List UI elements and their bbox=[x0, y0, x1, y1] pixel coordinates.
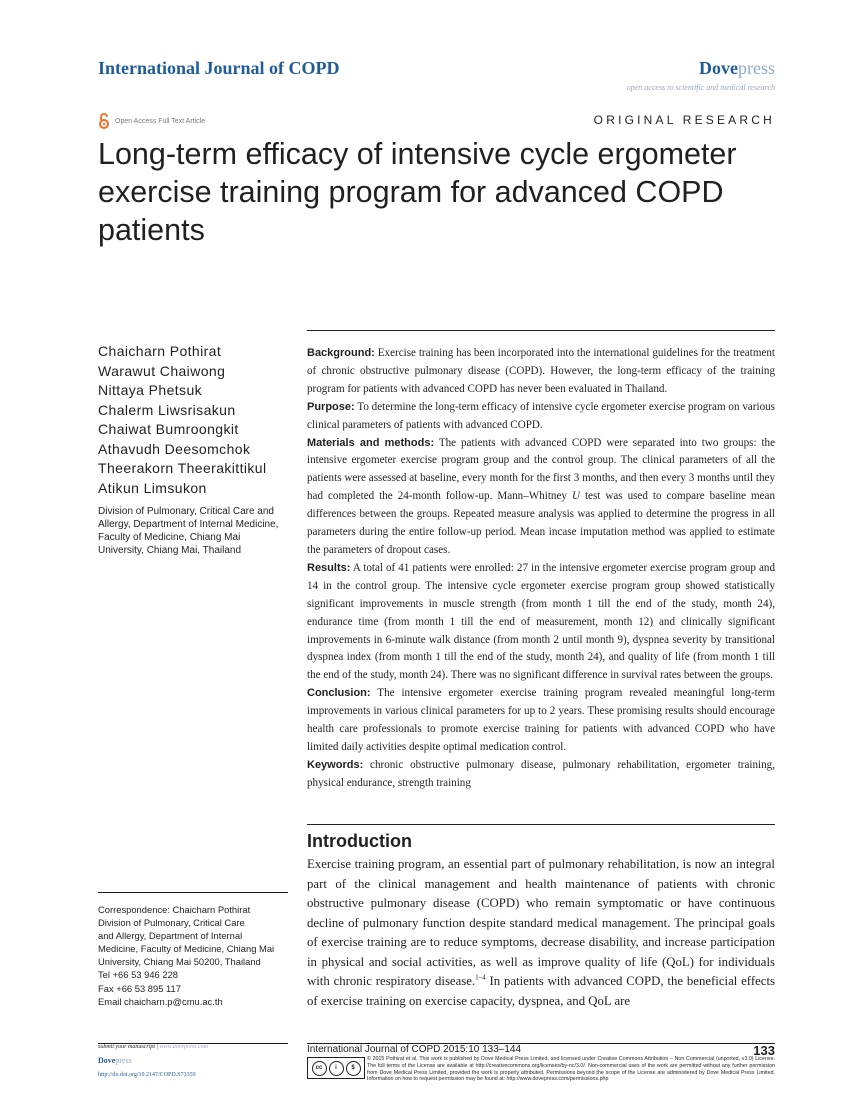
footer-logo-part1: Dove bbox=[98, 1056, 116, 1065]
footer-publisher-logo[interactable] bbox=[98, 1056, 132, 1065]
abstract-purpose bbox=[307, 399, 775, 435]
abstract-methods-label: Materials and methods: bbox=[307, 436, 435, 449]
submit-manuscript-label: submit your manuscript bbox=[98, 1044, 155, 1050]
license-text: © 2015 Pothirat et al. This work is published by Dove Medical Press Limited, and licensed under Creative Commons Attribution – Non Commercial (unported, v3.0) License. The full terms of the License are available at http://creativecommons.org/licenses/by-nc/3.0/. Non-commercial uses of the work are permitted without any further permission from Dove Medical Press Limited, provided the work is properly attributed. Permissions beyond the scope of the License are administered by Dove Medical Press Limited. Information on how to request permission may be found at: http://www.dovepress.com/permissions.php bbox=[367, 1056, 775, 1083]
publisher-logo[interactable] bbox=[699, 58, 775, 79]
correspondence-line: Fax +66 53 895 117 bbox=[98, 982, 181, 994]
author-name: Chalerm Liwsrisakun bbox=[98, 401, 236, 418]
abstract-background-label: Background: bbox=[307, 347, 375, 359]
cc-icon: cc bbox=[312, 1061, 327, 1076]
correspondence-email[interactable]: Email chaicharn.p@cmu.ac.th bbox=[98, 995, 223, 1007]
introduction-paragraph: Exercise training program, an essential part of pulmonary rehabilitation, is now an integral part of the clinical management and health maintenance of patients with chronic obstructive pulmonary disease (COPD) who remain symptomatic or have continuous decline of pulmonary function despite standard medical management. The principal goals of exercise training are to reduce symptoms, decrease disability, and increase participation in physical and social activities, as well as improve quality of life (QoL) for individuals with chronic respiratory disease. bbox=[307, 857, 775, 988]
article-title: Long-term efficacy of intensive cycle ergometer exercise training program for advanced COPD patients bbox=[98, 137, 737, 247]
author-name: Atikun Limsukon bbox=[98, 479, 207, 496]
correspondence-line: and Allergy, Department of Internal bbox=[98, 930, 243, 942]
author-affiliation: Division of Pulmonary, Critical Care and Allergy, Department of Internal Medicine, Faculty of Medicine, Chiang Mai University, Chiang Mai, Thailand bbox=[98, 506, 279, 556]
abstract-results-text: A total of 41 patients were enrolled: 27 in the intensive ergometer exercise program group and 14 in the control group. The intensive cycle ergometer exercise program group showed statistically significant improvements in muscle strength (from month 1 till the end of the study, month 24), endurance time (from month 1 till the end of measurement, month 12) and clinically significant improvements in 6-minute walk distance (from month 2 until month 9), dyspnea severity by transitional dyspnea index (from month 1 till the end of the study, month 24), and quality of life (from month 1 till the end of the study, month 24). There was no significant difference in survival rates between the groups. bbox=[307, 561, 776, 682]
by-icon: i bbox=[329, 1061, 344, 1076]
correspondence-block bbox=[98, 903, 298, 1008]
introduction-top-rule bbox=[307, 824, 775, 825]
correspondence-line: University, Chiang Mai 50200, Thailand bbox=[98, 956, 261, 968]
author-name: Warawut Chaiwong bbox=[98, 362, 226, 379]
abstract-results-label: Results: bbox=[307, 561, 351, 574]
abstract-purpose-label: Purpose: bbox=[307, 400, 355, 413]
open-access-lock-icon bbox=[98, 113, 110, 129]
introduction-heading: Introduction bbox=[307, 831, 412, 851]
open-access-label bbox=[98, 113, 205, 129]
abstract-keywords-text: chronic obstructive pulmonary disease, pulmonary rehabilitation, ergometer training, physical endurance, strength training bbox=[307, 758, 776, 789]
abstract-purpose-text: To determine the long-term efficacy of intensive cycle ergometer exercise program on various clinical parameters of patients with advanced COPD. bbox=[307, 400, 775, 431]
introduction-paragraph-cont: In patients with advanced COPD, the beneficial effects of exercise training on exercise capacity, dyspnea, and QoL are bbox=[307, 974, 775, 1008]
abstract-conclusion bbox=[307, 685, 775, 757]
reference-superscript[interactable]: 1–4 bbox=[475, 973, 486, 982]
author-name: Theerakorn Theerakittikul bbox=[98, 460, 267, 476]
abstract-top-rule bbox=[307, 330, 775, 331]
correspondence-line: Tel +66 53 946 228 bbox=[98, 969, 179, 981]
creative-commons-badge[interactable] bbox=[307, 1057, 365, 1079]
open-access-text: Open Access Full Text Article bbox=[115, 117, 206, 125]
nc-icon: $ bbox=[346, 1061, 361, 1076]
abstract-methods-u: U bbox=[571, 490, 580, 503]
article-type: ORIGINAL RESEARCH bbox=[593, 113, 775, 127]
journal-name: International Journal of COPD bbox=[98, 58, 340, 78]
abstract-conclusion-text: The intensive ergometer exercise training program revealed meaningful long-term improvements in various clinical parameters for up to 2 years. These promising results should encourage health care professionals to promote exercise training for patients with advanced COPD who have limited daily activities despite optimal medication control. bbox=[307, 687, 776, 753]
abstract-methods-text: The patients with advanced COPD were separated into two groups: the intensive ergometer exercise program group and the control group. The clinical parameters of all the patients were assessed at baseline, every month for the first 3 months, and then every 3 months until they had completed the 24-month follow-up. Mann–Whitney bbox=[307, 436, 776, 503]
abstract-keywords-label: Keywords: bbox=[307, 758, 364, 771]
submit-manuscript-url[interactable]: www.dovepress.com bbox=[159, 1044, 208, 1050]
correspondence-line: Correspondence: Chaicharn Pothirat bbox=[98, 904, 251, 915]
citation: International Journal of COPD 2015:10 133–144 bbox=[307, 1044, 522, 1055]
doi-link[interactable]: http://dx.doi.org/10.2147/COPD.S73359 bbox=[98, 1072, 196, 1078]
publisher-tagline: open access to scientific and medical research bbox=[626, 83, 775, 92]
correspondence-rule bbox=[98, 892, 288, 893]
abstract-conclusion-label: Conclusion: bbox=[307, 687, 371, 700]
abstract bbox=[307, 345, 775, 793]
author-name: Athavudh Deesomchok bbox=[98, 440, 251, 457]
page-number: 133 bbox=[753, 1043, 775, 1058]
correspondence-line: Medicine, Faculty of Medicine, Chiang Mai bbox=[98, 943, 275, 955]
submit-manuscript-line[interactable]: submit your manuscript | www.dovepress.com bbox=[98, 1044, 208, 1050]
abstract-methods bbox=[307, 435, 775, 560]
publisher-logo-part1: Dove bbox=[699, 58, 738, 78]
introduction-text bbox=[307, 855, 775, 1011]
correspondence-line: Division of Pulmonary, Critical Care bbox=[98, 917, 245, 929]
author-list bbox=[98, 342, 266, 498]
abstract-background bbox=[307, 345, 775, 399]
footer-logo-part2: press bbox=[115, 1056, 132, 1065]
publisher-logo-part2: press bbox=[738, 58, 775, 78]
abstract-background-text: Exercise training has been incorporated into the international guidelines for the treatment of chronic obstructive pulmonary disease (COPD). However, the long-term efficacy of the training program for patients with advanced COPD has never been evaluated in Thailand. bbox=[307, 347, 775, 395]
abstract-results bbox=[307, 560, 775, 685]
author-name: Chaiwat Bumroongkit bbox=[98, 421, 239, 437]
author-name: Chaicharn Pothirat bbox=[98, 343, 222, 359]
abstract-keywords bbox=[307, 757, 775, 793]
author-name: Nittaya Phetsuk bbox=[98, 382, 203, 398]
abstract-methods-text-2: test was used to compare baseline mean differences between the groups. Repeated measure analysis was applied to determine the progress in all parameters during the entire follow-up period. Mean incase imputation method was applied to estimate the parameters of dropout cases. bbox=[307, 490, 775, 556]
